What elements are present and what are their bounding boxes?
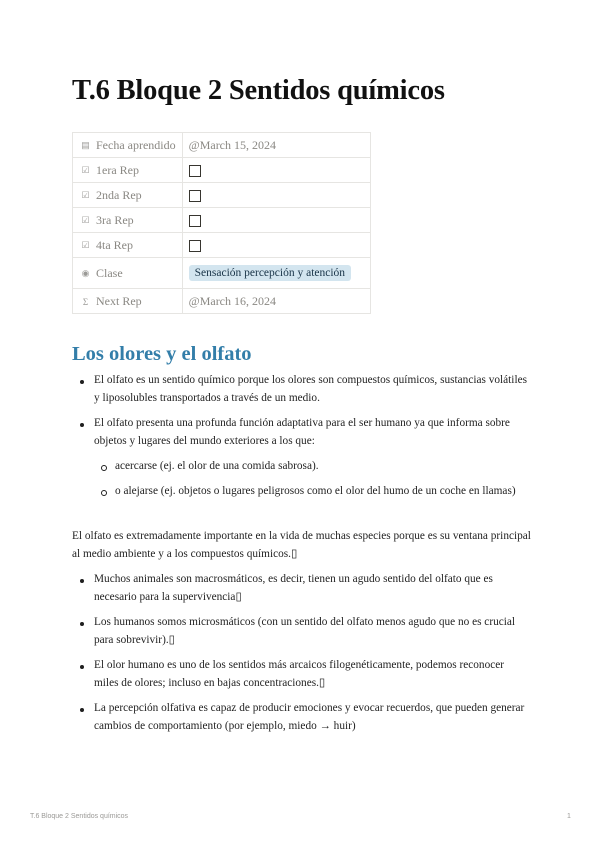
select-icon: ◉ [81, 268, 90, 279]
page-title: T.6 Bloque 2 Sentidos químicos [72, 75, 445, 106]
rep-1-checkbox[interactable] [189, 165, 201, 177]
sub-bullet-icon [101, 465, 107, 471]
bullet-icon [80, 665, 84, 669]
formula-icon: Σ [82, 296, 89, 307]
bullet-icon [80, 380, 84, 384]
next-rep-value: @March 16, 2024 [182, 289, 370, 314]
sub-bullet-icon [101, 490, 107, 496]
property-label: 1era Rep [96, 162, 139, 177]
checkbox-property-icon: ☑ [81, 190, 90, 201]
sub-list-item: acercarse (ej. el olor de una comida sabrosa). [115, 460, 319, 472]
checkbox-property-icon: ☑ [81, 240, 90, 251]
list-item: La percepción olfativa es capaz de producir emociones y evocar recuerdos, que pueden generar cambios de comportamiento (por ejemplo, miedo → huir) [94, 702, 525, 732]
checkbox-property-icon: ☑ [81, 165, 90, 176]
checkbox-property-icon: ☑ [81, 215, 90, 226]
bullet-icon [80, 622, 84, 626]
property-label: 4ta Rep [96, 237, 133, 252]
properties-table [72, 132, 371, 314]
class-tag[interactable]: Sensación percepción y atención [189, 265, 351, 281]
calendar-icon: ▤ [81, 140, 90, 151]
sub-list-item: o alejarse (ej. objetos o lugares peligrosos como el olor del humo de un coche en llamas) [115, 485, 516, 497]
property-label: Fecha aprendido [96, 137, 176, 152]
bullet-icon [80, 579, 84, 583]
property-label: Clase [96, 265, 123, 280]
page-number: 1 [567, 813, 571, 820]
list-item: El olfato es un sentido químico porque los olores son compuestos químicos, sustancias volátiles y liposolubles transportados a través de un medio. [94, 374, 527, 404]
rep-2-checkbox[interactable] [189, 190, 201, 202]
section-heading: Los olores y el olfato [72, 343, 252, 365]
list-item: Muchos animales son macrosmáticos, es decir, tienen un agudo sentido del olfato que es necesario para la supervivencia▯ [94, 573, 493, 603]
footer-title: T.6 Bloque 2 Sentidos químicos [30, 813, 129, 820]
property-row [73, 183, 371, 208]
property-row [73, 289, 371, 314]
rep-3-checkbox[interactable] [189, 215, 201, 227]
rep-4-checkbox[interactable] [189, 240, 201, 252]
property-label: 2nda Rep [96, 187, 142, 202]
bullet-icon [80, 708, 84, 712]
property-row [73, 258, 371, 289]
property-row [73, 158, 371, 183]
property-label: 3ra Rep [96, 212, 134, 227]
property-label: Next Rep [96, 293, 142, 308]
date-value[interactable]: @March 15, 2024 [182, 133, 370, 158]
property-row [73, 208, 371, 233]
property-row [73, 233, 371, 258]
list-item: El olor humano es uno de los sentidos más arcaicos filogenéticamente, podemos reconocer miles de olores; incluso en bajas concentraciones.▯ [94, 659, 505, 689]
list-item: Los humanos somos microsmáticos (con un sentido del olfato menos agudo que no es crucial para sobrevivir).▯ [94, 616, 516, 646]
paragraph: El olfato es extremadamente importante en la vida de muchas especies porque es su ventana principal al medio ambiente y a los compuestos químicos.▯ [72, 530, 531, 560]
list-item: El olfato presenta una profunda función adaptativa para el ser humano ya que informa sobre objetos y lugares del mundo exteriores a los que: [94, 417, 510, 447]
property-row [73, 133, 371, 158]
bullet-icon [80, 423, 84, 427]
